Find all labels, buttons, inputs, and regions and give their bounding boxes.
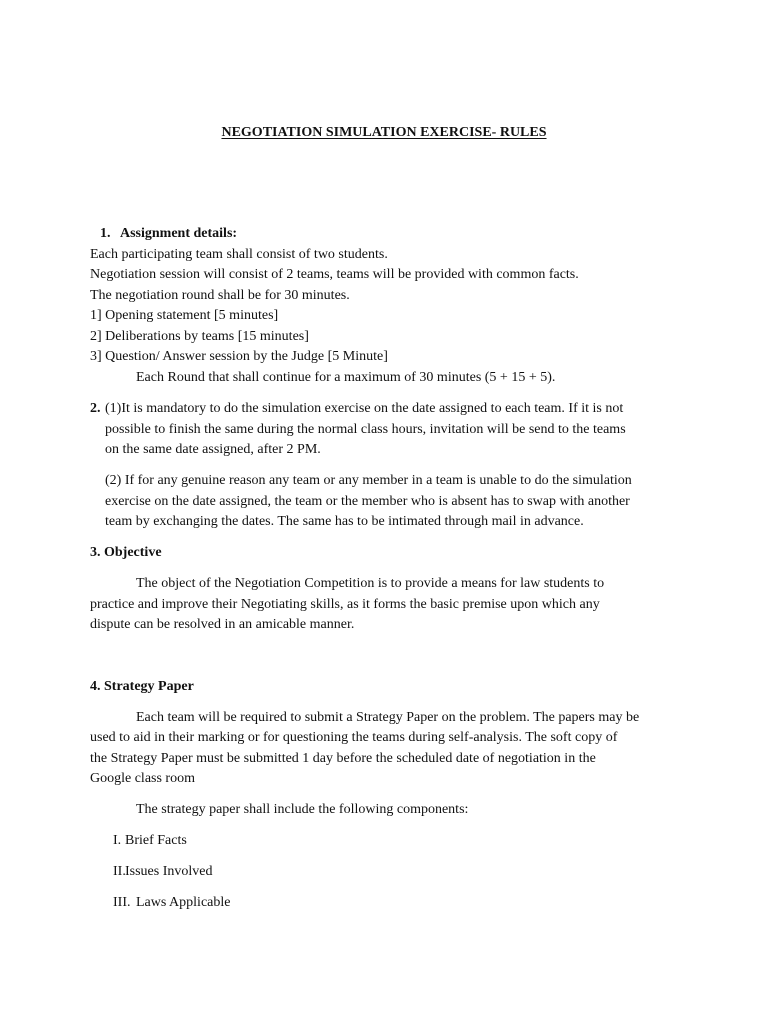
section-4-intro: The strategy paper shall include the following components: xyxy=(136,802,469,817)
section-1-line: 1] Opening statement [5 minutes] xyxy=(90,308,279,323)
component-numeral: I. xyxy=(113,833,122,848)
section-2-para-2-line: team by exchanging the dates. The same has to be intimated through mail in advance. xyxy=(105,514,584,529)
section-3-line: The object of the Negotiation Competition is to provide a means for law students to xyxy=(136,576,605,591)
section-4-heading: 4. Strategy Paper xyxy=(90,679,194,694)
section-4-para-line: Each team will be required to submit a Strategy Paper on the problem. The papers may be xyxy=(136,710,640,725)
component-text: Laws Applicable xyxy=(136,895,231,910)
section-1-heading: Assignment details: xyxy=(120,226,238,241)
section-1-line: 3] Question/ Answer session by the Judge [5 Minute] xyxy=(90,349,388,364)
section-3-line: dispute can be resolved in an amicable manner. xyxy=(90,617,355,632)
component-numeral: II. xyxy=(113,864,126,879)
section-4-para-line: used to aid in their marking or for questioning the teams during self-analysis. The soft copy of xyxy=(90,730,618,745)
component-text: Issues Involved xyxy=(125,864,213,879)
component-numeral: III. xyxy=(113,895,131,910)
section-3-heading: 3. Objective xyxy=(90,545,162,560)
section-1-line: Each participating team shall consist of two students. xyxy=(90,247,388,262)
section-2-para-2-line: exercise on the date assigned, the team or the member who is absent has to swap with another xyxy=(105,494,630,509)
section-3-line: practice and improve their Negotiating skills, as it forms the basic premise upon which any xyxy=(90,597,600,612)
section-1-line: Negotiation session will consist of 2 teams, teams will be provided with common facts. xyxy=(90,267,579,282)
section-1-line: Each Round that shall continue for a maximum of 30 minutes (5 + 15 + 5). xyxy=(136,370,556,385)
section-2-para-1-line: (1)It is mandatory to do the simulation exercise on the date assigned to each team. If it is not xyxy=(105,401,624,416)
section-2-para-1-line: on the same date assigned, after 2 PM. xyxy=(105,442,321,457)
section-1-line: The negotiation round shall be for 30 minutes. xyxy=(90,288,350,303)
section-1-line: 2] Deliberations by teams [15 minutes] xyxy=(90,329,309,344)
document-title: NEGOTIATION SIMULATION EXERCISE- RULES xyxy=(221,125,547,140)
section-1-number: 1. xyxy=(100,226,111,241)
section-2-para-2-line: (2) If for any genuine reason any team or any member in a team is unable to do the simulation xyxy=(105,473,632,488)
section-2-para-1-line: possible to finish the same during the normal class hours, invitation will be send to the teams xyxy=(105,422,626,437)
section-4-para-line: the Strategy Paper must be submitted 1 day before the scheduled date of negotiation in the xyxy=(90,751,596,766)
section-4-para-line: Google class room xyxy=(90,771,195,786)
component-text: Brief Facts xyxy=(125,833,187,848)
section-2-number: 2. xyxy=(90,401,101,416)
